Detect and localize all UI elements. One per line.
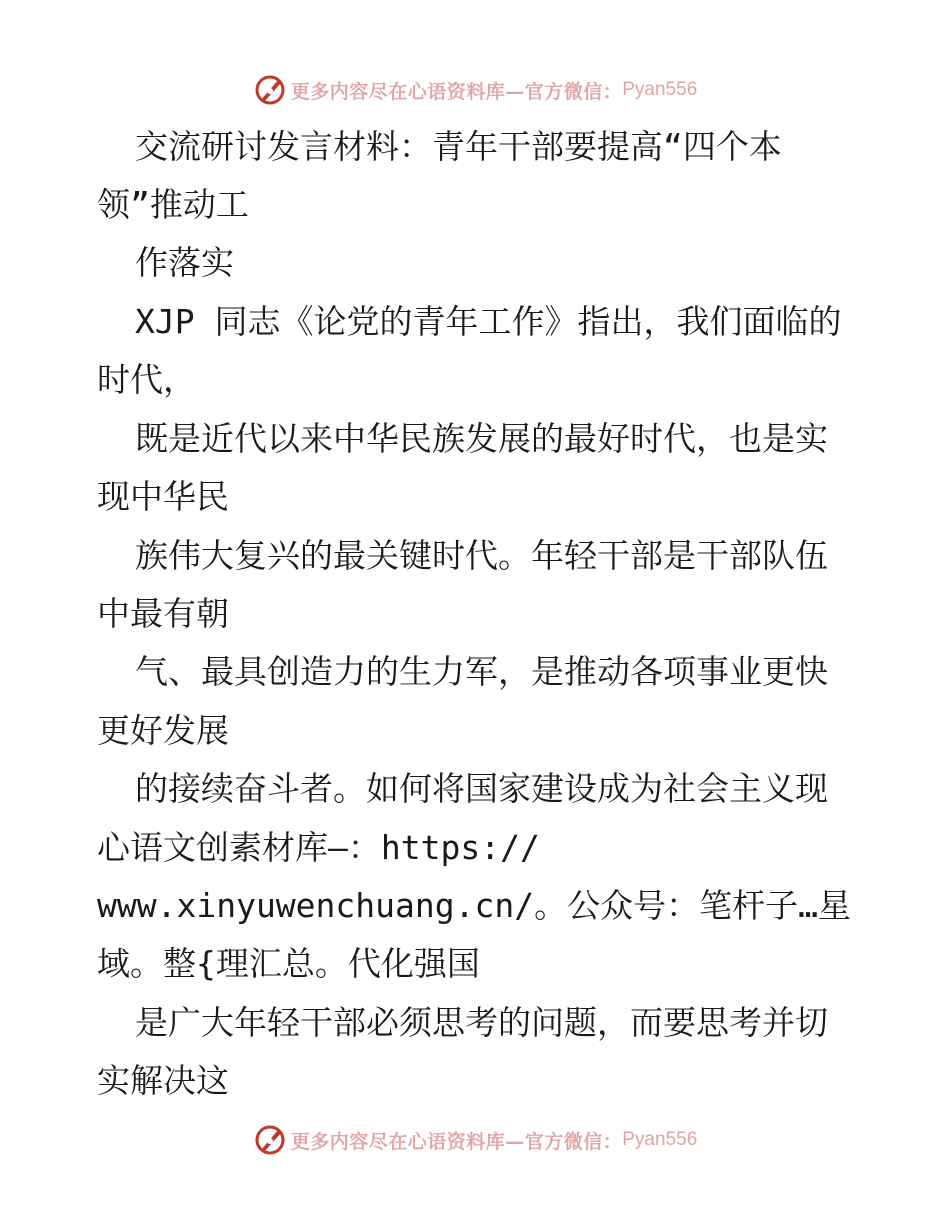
- text-line: 族伟大复兴的最关键时代。年轻干部是干部队伍: [135, 536, 828, 575]
- text-line: 实解决这: [97, 1061, 229, 1100]
- banner-wechat-id: Pyan556: [622, 1129, 698, 1150]
- text-line: www.xinyuwenchuang.cn/。公众号：笔杆子…星: [97, 886, 851, 925]
- text-line: 交流研讨发言材料：青年干部要提高“四个本: [135, 127, 782, 166]
- footer-banner: [0, 1120, 950, 1160]
- quill-pen-seal-icon: [253, 1123, 287, 1157]
- banner-wechat-id: Pyan556: [622, 79, 698, 100]
- text-line: 领”推动工: [97, 185, 249, 224]
- text-line: 现中华民: [97, 477, 229, 516]
- text-line: 气、最具创造力的生力军，是推动各项事业更快: [135, 652, 828, 691]
- text-line: 中最有朝: [97, 594, 229, 633]
- text-line: 心语文创素材库—：https://: [97, 828, 540, 867]
- text-line: XJP 同志《论党的青年工作》指出，我们面临的: [135, 302, 842, 341]
- text-line: 既是近代以来中华民族发展的最好时代，也是实: [135, 419, 828, 458]
- text-line: 更好发展: [97, 711, 229, 750]
- text-line: 时代，: [97, 360, 196, 399]
- text-line: 作落实: [135, 243, 234, 282]
- text-line: 是广大年轻干部必须思考的问题，而要思考并切: [135, 1003, 828, 1042]
- text-line: 的接续奋斗者。如何将国家建设成为社会主义现: [135, 769, 828, 808]
- header-banner: [0, 70, 950, 110]
- text-line: 域。整{理汇总。代化强国: [97, 944, 480, 983]
- banner-text: 更多内容尽在心语资料库—官方微信：: [290, 80, 623, 103]
- quill-pen-seal-icon: [253, 73, 287, 107]
- banner-text: 更多内容尽在心语资料库—官方微信：: [290, 1130, 623, 1153]
